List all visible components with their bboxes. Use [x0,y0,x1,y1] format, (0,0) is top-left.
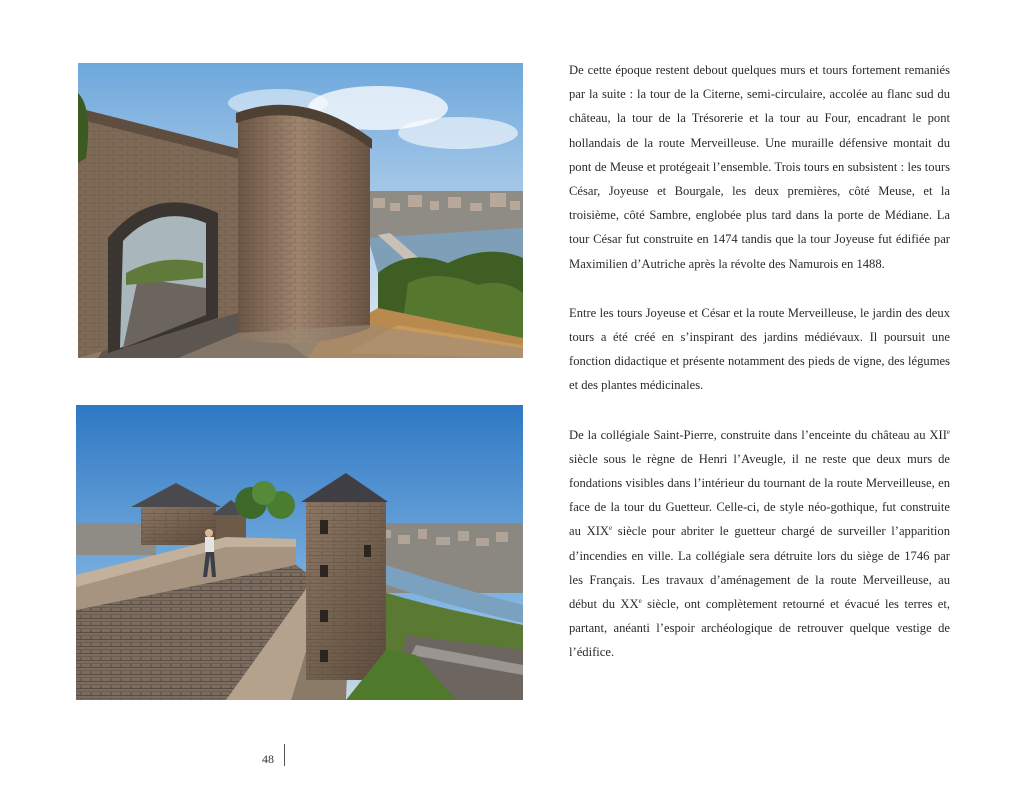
paragraph-collegiate-part-b: siècle sous le règne de Henri l’Aveugle, il ne reste que deux murs de fondations visibles dans l’intérieur du tournant de la route Merveilleuse, en face de la tour du Guetteur. Celle-ci, de style néo-gothique, fut construite au XIX [569,451,950,539]
superscript-e: e [946,427,950,436]
body-text-column [569,58,950,690]
paragraph-collegiate [569,423,950,665]
folio-divider [284,744,285,766]
page-number: 48 [262,752,274,766]
citadel-rampart-towers-photo [76,405,523,700]
paragraph-collegiate-part-c: siècle pour abriter le guetteur chargé de surveiller l’apparition d’incendies en ville. La collégiale sera détruite lors du siège de 1746 par les Français. Les travaux d’aménagement de la route Merveilleuse, au début du XX [569,524,950,612]
paragraph-collegiate-part-a: De la collégiale Saint-Pierre, construite dans l’enceinte du château au XII [569,427,947,442]
paragraph-towers: De cette époque restent debout quelques murs et tours fortement remaniés par la suite : la tour de la Citerne, semi-circulaire, accolée au flanc sud du château, la tour de la Trésorerie et la tour au Four, encadrant le pont hollandais de la route Merveilleuse. Une muraille défensive montait du pont de Meuse et protégeait l’ensemble. Trois tours en subsistent : les tours César, Joyeuse et Bourgale, les deux premières, côté Meuse, et la troisième, côté Sambre, englobée plus tard dans la porte de Médiane. La tour César fut construite en 1474 tandis que la tour Joyeuse fut édifiée par Maximilien d’Autriche après la révolte des Namurois en 1488. [569,63,950,271]
fortress-tower-photo [78,63,523,358]
paragraph-garden: Entre les tours Joyeuse et César et la route Merveilleuse, le jardin des deux tours a été créé en s’inspirant des jardins médiévaux. Il poursuit une fonction didactique et présente notamment des pieds de vigne, des légumes et des plantes médicinales. [569,305,950,393]
superscript-e: e [608,524,613,533]
paragraph-collegiate-part-d: siècle, ont complètement retourné et évacué les terres et, partant, anéanti l’espoir archéologique de retrouver quelque vestige de l’édifice. [569,597,951,660]
citadel-rampart-photo [76,405,523,700]
fortress-tower-archway-photo [78,63,523,358]
superscript-e: e [638,597,642,606]
